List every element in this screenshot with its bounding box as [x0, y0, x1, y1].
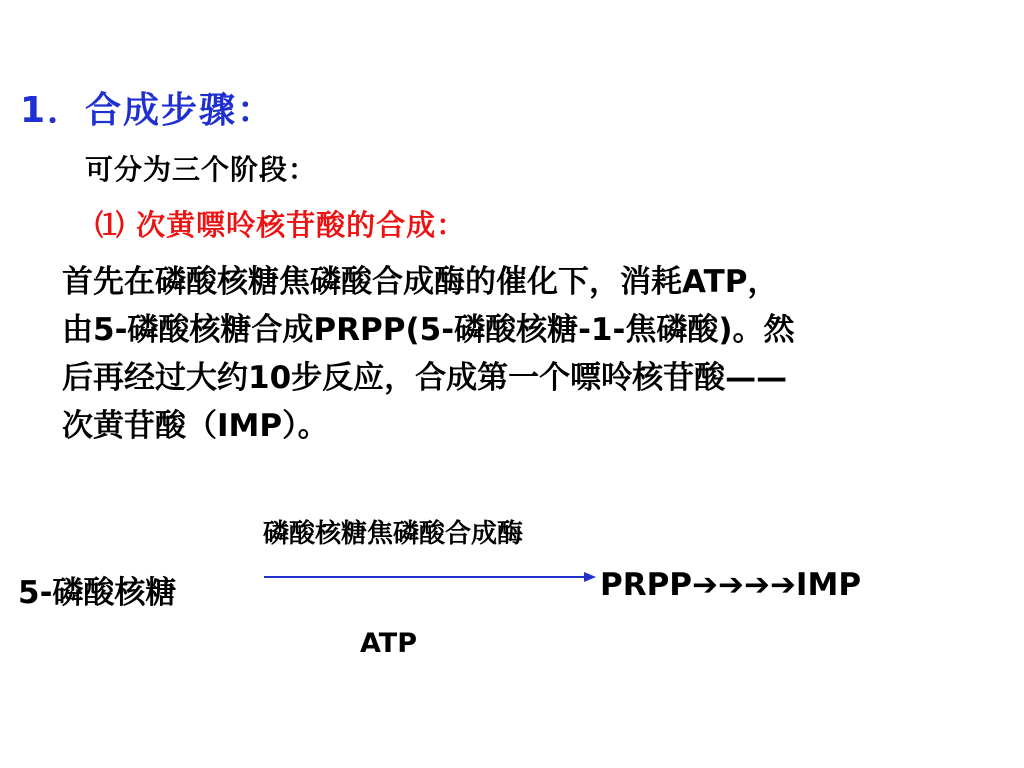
cofactor-label: ATP — [360, 628, 418, 659]
section-title: ⑴ 次黄嘌呤核苷酸的合成： — [95, 208, 467, 242]
enzyme-label: 磷酸核糖焦磷酸合成酶 — [263, 519, 524, 549]
slide-heading: 1．合成步骤： — [20, 90, 276, 131]
product-label: PRPP➔➔➔➔IMP — [600, 567, 862, 603]
substrate-label: 5-磷酸核糖 — [18, 575, 177, 611]
paragraph-line-2: 由5-磷酸核糖合成PRPP(5-磷酸核糖-1-焦磷酸)。然 — [62, 312, 795, 348]
slide-subheading: 可分为三个阶段： — [85, 153, 318, 186]
paragraph-line-3: 后再经过大约10步反应，合成第一个嘌呤核苷酸—— — [62, 360, 788, 396]
description-paragraph — [62, 258, 992, 450]
paragraph-line-1: 首先在磷酸核糖焦磷酸合成酶的催化下，消耗ATP， — [62, 264, 779, 300]
paragraph-line-4: 次黄苷酸（IMP）。 — [62, 408, 329, 444]
reaction-arrow-icon — [262, 566, 597, 588]
